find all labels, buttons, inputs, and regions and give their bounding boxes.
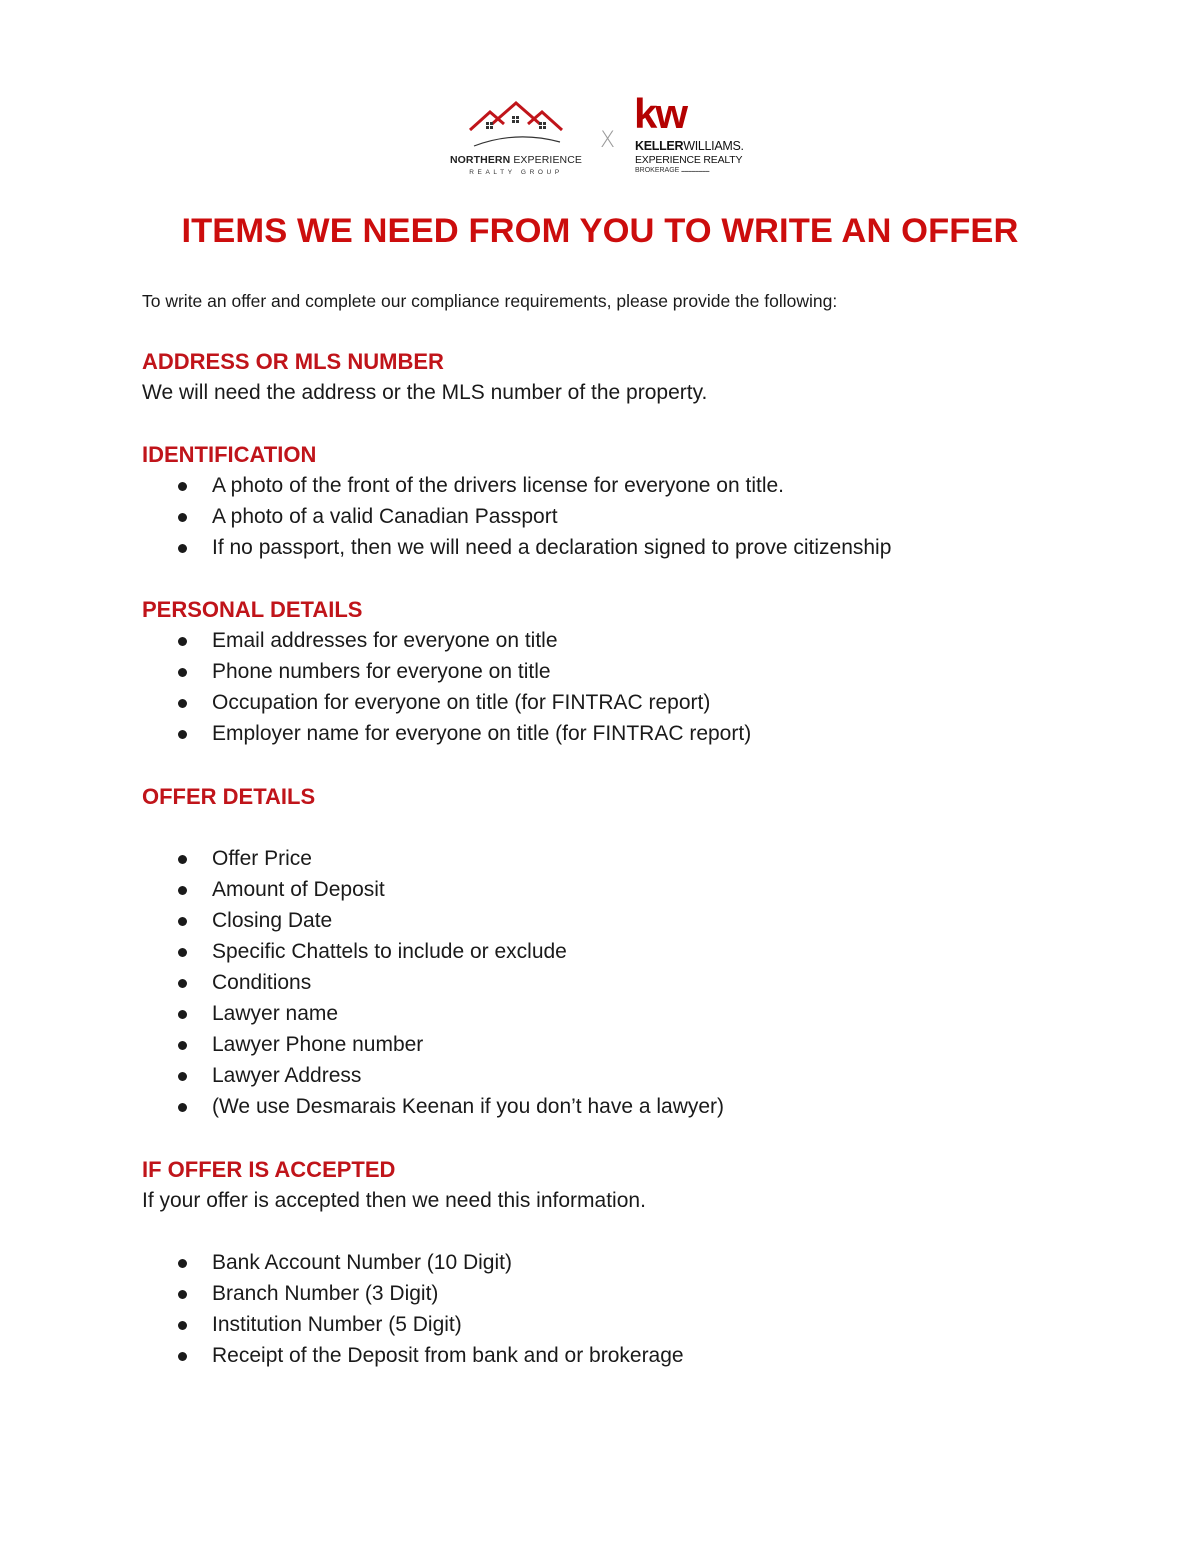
section-heading: IDENTIFICATION (142, 442, 317, 467)
bullet (178, 1103, 187, 1112)
list-item: Amount of Deposit (142, 874, 724, 905)
list-item: Institution Number (5 Digit) (142, 1309, 684, 1340)
bullet (178, 1072, 187, 1081)
section-text: If your offer is accepted then we need this information. (142, 1189, 646, 1212)
bullet (178, 668, 187, 677)
list-item: Email addresses for everyone on title (142, 625, 751, 656)
northern-experience-logo (446, 100, 586, 178)
section-heading: PERSONAL DETAILS (142, 597, 363, 622)
bullet (178, 979, 187, 988)
bullet (178, 1010, 187, 1019)
bullet (178, 1321, 187, 1330)
northern-experience-name: NORTHERN EXPERIENCE (449, 154, 583, 166)
northern-experience-subtitle: REALTY GROUP (469, 169, 563, 176)
list-item: Branch Number (3 Digit) (142, 1278, 684, 1309)
bullet (178, 544, 187, 553)
bullet (178, 637, 187, 646)
identification-list (142, 470, 891, 563)
bullet (178, 1290, 187, 1299)
list-item: Lawyer Address (142, 1060, 724, 1091)
bullet (178, 730, 187, 739)
personal-details-list (142, 625, 751, 749)
list-item: Lawyer name (142, 998, 724, 1029)
list-item: A photo of the front of the drivers license for everyone on title. (142, 470, 891, 501)
list-item: Conditions (142, 967, 724, 998)
bullet (178, 1352, 187, 1361)
bullet (178, 699, 187, 708)
page-title: ITEMS WE NEED FROM YOU TO WRITE AN OFFER (181, 212, 1019, 250)
list-item: If no passport, then we will need a declaration signed to prove citizenship (142, 532, 891, 563)
section-heading: OFFER DETAILS (142, 784, 316, 809)
list-item: Closing Date (142, 905, 724, 936)
bullet (178, 917, 187, 926)
offer-accepted-list (142, 1247, 684, 1371)
bullet (178, 482, 187, 491)
section-heading: ADDRESS OR MLS NUMBER (142, 349, 444, 374)
section-address (142, 346, 707, 408)
section-identification (142, 439, 891, 563)
section-offer-details (142, 781, 724, 1122)
list-item: Offer Price (142, 843, 724, 874)
list-item: Employer name for everyone on title (for FINTRAC report) (142, 718, 751, 749)
bullet (178, 886, 187, 895)
section-offer-accepted (142, 1154, 684, 1371)
bullet (178, 855, 187, 864)
list-item: Bank Account Number (10 Digit) (142, 1247, 684, 1278)
bullet (178, 948, 187, 957)
kw-subtitle: EXPERIENCE REALTY (635, 154, 743, 166)
list-item: Occupation for everyone on title (for FINTRAC report) (142, 687, 751, 718)
list-item: Phone numbers for everyone on title (142, 656, 751, 687)
list-item: (We use Desmarais Keenan if you don’t have a lawyer) (142, 1091, 724, 1122)
intro-text: To write an offer and complete our compliance requirements, please provide the following: (142, 291, 838, 311)
kw-brokerage: BROKERAGE ▬▬▬▬▬▬▬▬ (635, 167, 710, 174)
house-roofs-icon (468, 100, 564, 152)
bullet (178, 1041, 187, 1050)
logo-bar (0, 90, 1200, 182)
bullet (178, 513, 187, 522)
list-item: A photo of a valid Canadian Passport (142, 501, 891, 532)
kw-mark: kw (634, 90, 687, 137)
section-text: We will need the address or the MLS number of the property. (142, 381, 708, 404)
section-heading: IF OFFER IS ACCEPTED (142, 1157, 396, 1182)
bullet (178, 1259, 187, 1268)
section-personal-details (142, 594, 751, 749)
list-item: Specific Chattels to include or exclude (142, 936, 724, 967)
kw-name: KELLERWILLIAMS. (635, 139, 744, 153)
keller-williams-logo (634, 90, 764, 178)
logo-separator: X (600, 128, 616, 153)
offer-details-list (142, 843, 724, 1122)
list-item: Lawyer Phone number (142, 1029, 724, 1060)
list-item: Receipt of the Deposit from bank and or brokerage (142, 1340, 684, 1371)
